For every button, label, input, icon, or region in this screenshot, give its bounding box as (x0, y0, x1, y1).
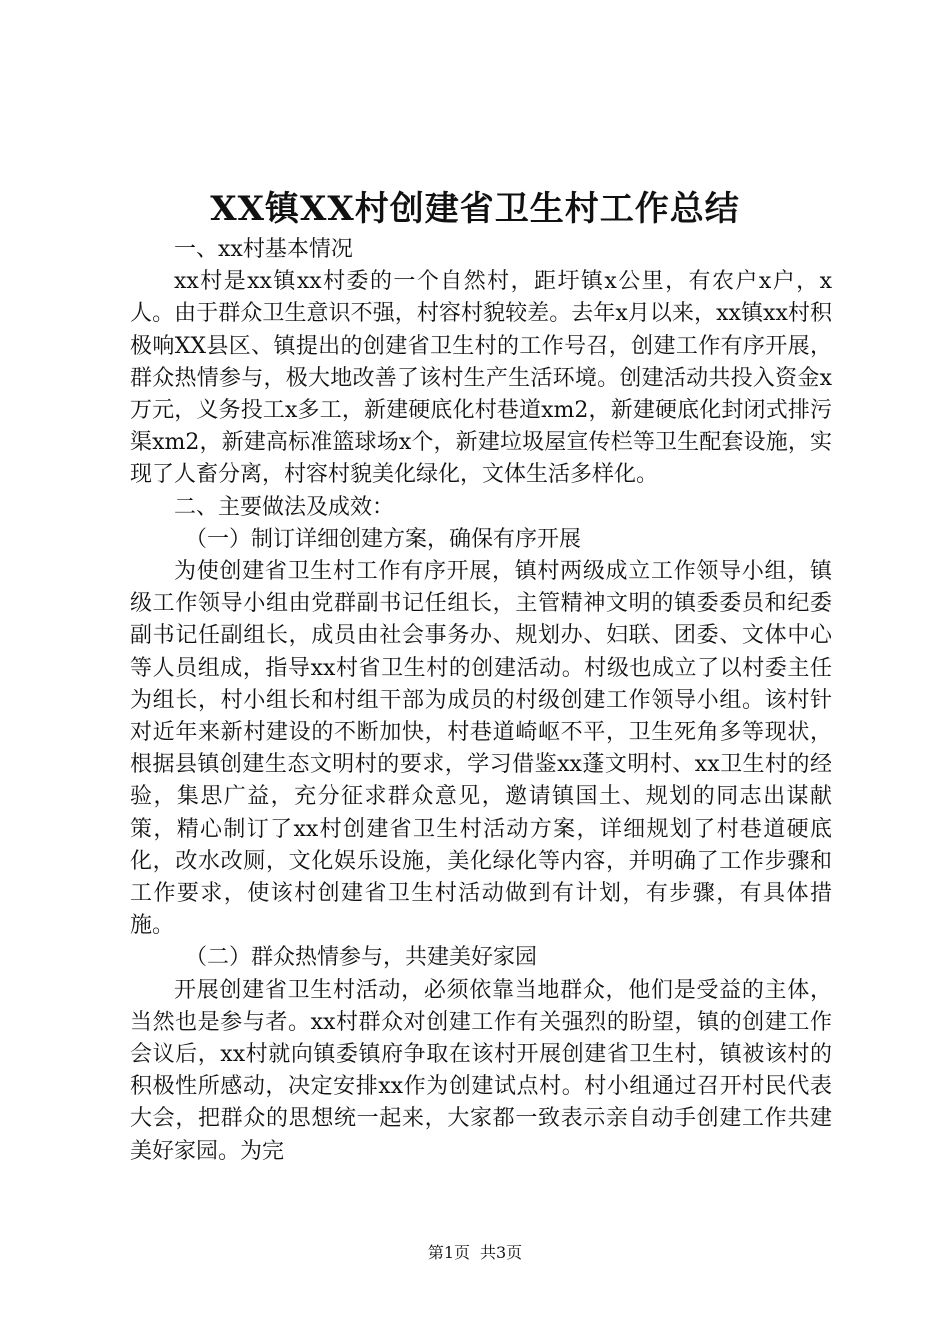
page-footer (0, 1242, 950, 1264)
page-total: 共3页 (480, 1243, 523, 1262)
section-heading: 二、主要做法及成效： (174, 494, 395, 520)
paragraph: 开展创建省卫生村活动，必须依靠当地群众，他们是受益的主体，当然也是参与者。xx村群众对创建工作有关强烈的盼望，镇的创建工作会议后，xx村就向镇委镇府争取在该村开展创建省卫生村，镇被该村的积极性所感动，决定安排xx作为创建试点村。村小组通过召开村民代表大会，把群众的思想统一起来，大家都一致表示亲自动手创建工作共建美好家园。为完 (130, 977, 832, 1164)
document-title: XX镇XX村创建省卫生村工作总结 (210, 189, 740, 229)
subsection-heading: （一）制订详细创建方案，确保有序开展 (185, 526, 582, 552)
subsection-heading: （二）群众热情参与，共建美好家园 (185, 945, 538, 971)
page-number: 第1页 (427, 1243, 470, 1262)
paragraph: xx村是xx镇xx村委的一个自然村，距圩镇x公里，有农户x户，x人。由于群众卫生意识不强，村容村貌较差。去年x月以来，xx镇xx村积极响XX县区、镇提出的创建省卫生村的工作号召，创建工作有序开展，群众热情参与，极大地改善了该村生产生活环境。创建活动共投入资金x万元，义务投工x多工，新建硬底化村巷道xm2，新建硬底化封闭式排污渠xm2，新建高标准篮球场x个，新建垃圾屋宣传栏等卫生配套设施，实现了人畜分离，村容村貌美化绿化，文体生活多样化。 (130, 269, 832, 488)
document-body (130, 234, 832, 1168)
paragraph: 为使创建省卫生村工作有序开展，镇村两级成立工作领导小组，镇级工作领导小组由党群副书记任组长，主管精神文明的镇委委员和纪委副书记任副组长，成员由社会事务办、规划办、妇联、团委、文体中心等人员组成，指导xx村省卫生村的创建活动。村级也成立了以村委主任为组长，村小组长和村组干部为成员的村级创建工作领导小组。该村针对近年来新村建设的不断加快，村巷道崎岖不平，卫生死角多等现状，根据县镇创建生态文明村的要求，学习借鉴xx蓬文明村、xx卫生村的经验，集思广益，充分征求群众意见，邀请镇国土、规划的同志出谋献策，精心制订了xx村创建省卫生村活动方案，详细规划了村巷道硬底化，改水改厕，文化娱乐设施，美化绿化等内容，并明确了工作步骤和工作要求，使该村创建省卫生村活动做到有计划，有步骤，有具体措施。 (130, 559, 832, 939)
section-heading: 一、xx村基本情况 (174, 237, 353, 262)
